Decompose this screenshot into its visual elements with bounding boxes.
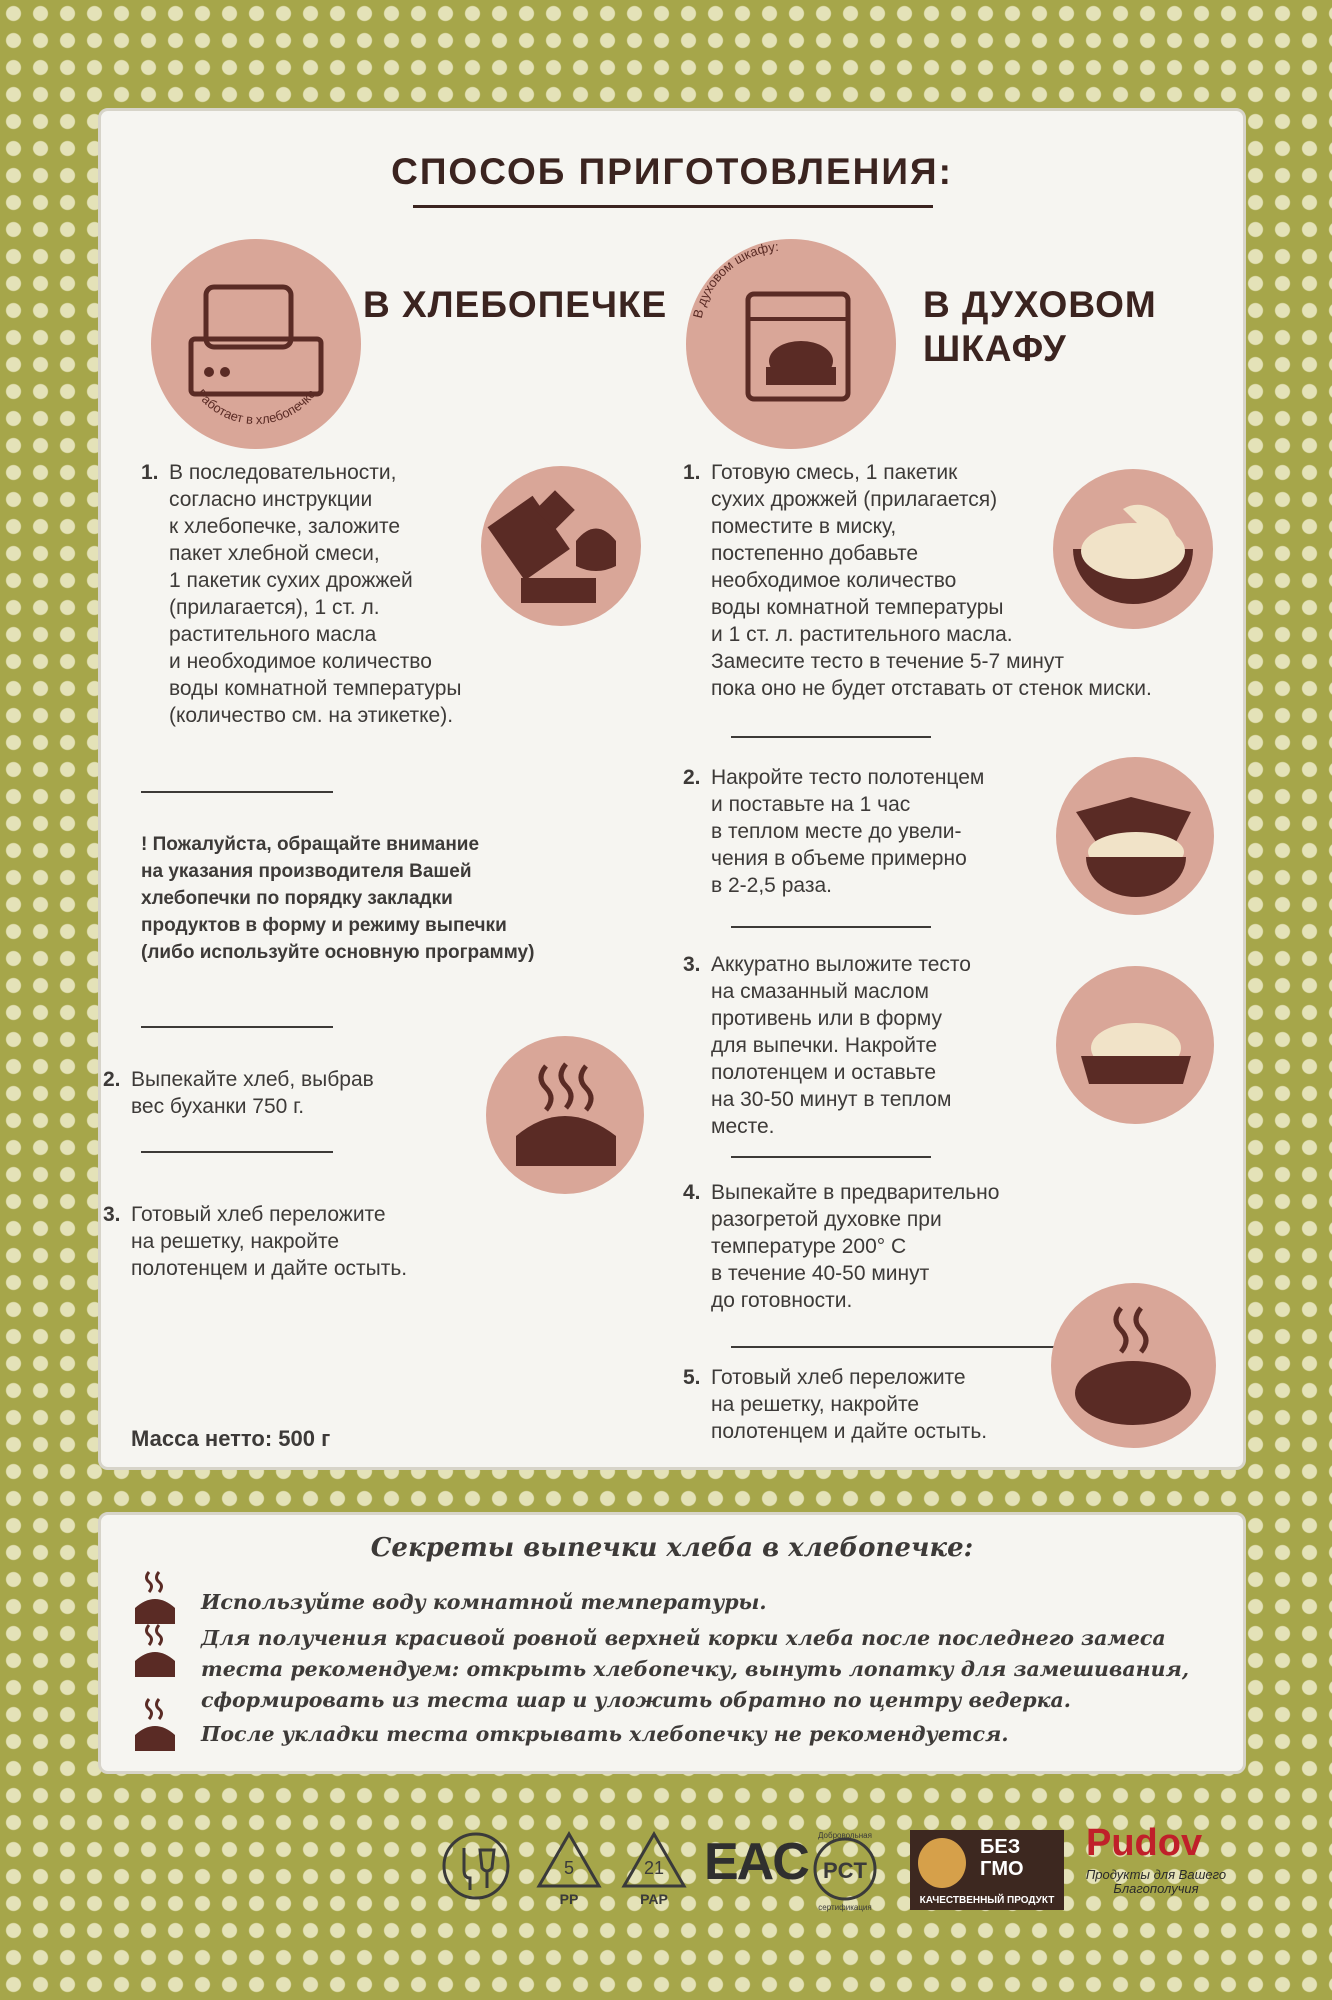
- step-line: и необходимое количество: [169, 650, 432, 673]
- step-number: 1.: [683, 461, 701, 484]
- bread-icon: [131, 1570, 179, 1626]
- baking-bread-icon: [486, 1036, 644, 1194]
- divider: [141, 1151, 333, 1153]
- left-step-2: [103, 1066, 431, 1120]
- quality-seal-icon: [918, 1838, 966, 1888]
- step-line: В последовательности,: [169, 461, 397, 484]
- brand-slogan: [1082, 1868, 1230, 1896]
- note-line: (либо используйте основную программу): [141, 942, 535, 963]
- step-line: в теплом месте до увели-: [711, 820, 962, 843]
- svg-text:сертификация: сертификация: [818, 1903, 872, 1912]
- step-line: Выпекайте хлеб, выбрав: [131, 1068, 374, 1091]
- tip-1: [201, 1587, 1221, 1618]
- right-step-3: [683, 951, 1041, 1140]
- gmo-text: [980, 1836, 1024, 1880]
- tip-line: После укладки теста открывать хлебопечку не рекомендуется.: [201, 1722, 1009, 1746]
- step-line: чения в объеме примерно: [711, 847, 967, 870]
- oven-heading: [923, 283, 1157, 371]
- page-title: СПОСОБ ПРИГОТОВЛЕНИЯ:: [391, 151, 953, 192]
- step-line: постепенно добавьте: [711, 542, 919, 565]
- ready-bread-icon: [1051, 1283, 1216, 1448]
- step-line: Выпекайте в предварительно: [711, 1181, 1000, 1204]
- divider: [141, 791, 333, 793]
- step-line: разогретой духовке при: [711, 1208, 942, 1231]
- step-line: воды комнатной температуры: [169, 677, 462, 700]
- step-line: месте.: [711, 1115, 775, 1138]
- step-line: согласно инструкции: [169, 488, 373, 511]
- eac-mark: EAC: [704, 1833, 808, 1891]
- step-line: необходимое количество: [711, 569, 957, 592]
- tip-line: сформировать из теста шар и уложить обратно по центру ведерка.: [201, 1688, 1071, 1712]
- left-step-3: [103, 1201, 471, 1282]
- step-line: вес буханки 750 г.: [131, 1095, 305, 1118]
- step-line: полотенцем и дайте остыть.: [711, 1420, 988, 1443]
- step-number: 3.: [103, 1203, 121, 1226]
- step-number: 2.: [103, 1068, 121, 1091]
- oven-heading-line-1: В ДУХОВОМ: [923, 284, 1157, 325]
- svg-text:PAP: PAP: [640, 1891, 668, 1907]
- tip-3: [201, 1719, 1221, 1750]
- step-line: растительного масла: [169, 623, 377, 646]
- title-underline: [413, 205, 933, 208]
- step-line: пока оно не будет отставать от стенок миски.: [711, 677, 1152, 700]
- tip-line: Для получения красивой ровной верхней корки хлеба после последнего замеса: [201, 1626, 1166, 1650]
- tip-line: Используйте воду комнатной температуры.: [201, 1590, 767, 1614]
- bread-icon: [131, 1697, 179, 1753]
- gmo-line: ГМО: [980, 1858, 1024, 1880]
- note-line: на указания производителя Вашей: [141, 861, 472, 882]
- step-line: Готовый хлеб переложите: [131, 1203, 386, 1226]
- step-line: Накройте тесто полотенцем: [711, 766, 985, 789]
- ingredients-icon: [481, 466, 641, 626]
- svg-text:5: 5: [563, 1858, 575, 1878]
- slogan-line: Продукты для Вашего: [1085, 1867, 1227, 1882]
- step-line: 1 пакетик сухих дрожжей: [169, 569, 413, 592]
- svg-text:21: 21: [643, 1858, 665, 1878]
- step-line: в течение 40-50 минут: [711, 1262, 930, 1285]
- step-line: для выпечки. Накройте: [711, 1034, 938, 1057]
- divider: [731, 926, 931, 928]
- secrets-title: Секреты выпечки хлеба в хлебопечке:: [370, 1533, 974, 1563]
- step-number: 3.: [683, 953, 701, 976]
- food-safe-icon: [440, 1830, 512, 1902]
- step-number: 1.: [141, 461, 159, 484]
- right-step-5: [683, 1364, 1041, 1445]
- tip-line: теста рекомендуем: открыть хлебопечку, вынуть лопатку для замешивания,: [201, 1657, 1189, 1681]
- right-step-4: [683, 1179, 1051, 1314]
- step-line: и поставьте на 1 час: [711, 793, 911, 816]
- divider: [731, 1346, 1061, 1348]
- dough-in-pan-icon: [1056, 966, 1214, 1124]
- step-line: пакет хлебной смеси,: [169, 542, 380, 565]
- divider: [141, 1026, 333, 1028]
- quality-product-text: КАЧЕСТВЕННЫЙ ПРОДУКТ: [919, 1895, 1055, 1906]
- step-number: 5.: [683, 1366, 701, 1389]
- left-step-1: [141, 459, 469, 729]
- kneading-icon: [1053, 469, 1213, 629]
- note-line: продуктов в форму и режиму выпечки: [141, 915, 507, 936]
- step-line: (прилагается), 1 ст. л.: [169, 596, 380, 619]
- step-line: воды комнатной температуры: [711, 596, 1004, 619]
- brand-logo: Pudov: [1086, 1822, 1203, 1864]
- rising-dough-icon: [1056, 757, 1214, 915]
- step-line: полотенцем и дайте остыть.: [131, 1257, 408, 1280]
- oven-badge: [686, 239, 896, 449]
- step-line: на 30-50 минут в теплом: [711, 1088, 952, 1111]
- net-weight: Масса нетто: 500 г: [131, 1426, 331, 1451]
- oven-heading-line-2: ШКАФУ: [923, 328, 1067, 369]
- recycle-pap-icon: [614, 1828, 694, 1910]
- bread-maker-heading: В ХЛЕБОПЕЧКЕ: [363, 284, 668, 325]
- step-number: 4.: [683, 1181, 701, 1204]
- bread-maker-note: [141, 831, 541, 966]
- note-line: ! Пожалуйста, обращайте внимание: [141, 834, 480, 855]
- instructions-panel: [98, 108, 1246, 1470]
- rst-certification-icon: [800, 1826, 890, 1912]
- bread-icon: [131, 1623, 179, 1679]
- step-number: 2.: [683, 766, 701, 789]
- svg-text:Добровольная: Добровольная: [818, 1831, 872, 1840]
- note-line: хлебопечки по порядку закладки: [141, 888, 453, 909]
- step-line: поместите в миску,: [711, 515, 897, 538]
- step-line: к хлебопечке, заложите: [169, 515, 401, 538]
- recycle-pp-icon: [530, 1828, 608, 1910]
- step-line: на смазанный маслом: [711, 980, 929, 1003]
- svg-text:В духовом шкафу:: В духовом шкафу:: [689, 239, 780, 320]
- svg-text:PP: PP: [559, 1891, 579, 1907]
- step-line: (количество см. на этикетке).: [169, 704, 454, 727]
- step-line: Готовую смесь, 1 пакетик: [711, 461, 958, 484]
- step-line: в 2-2,5 раза.: [711, 874, 832, 897]
- step-line: на решетку, накройте: [131, 1230, 340, 1253]
- step-line: температуре 200° С: [711, 1235, 907, 1258]
- slogan-line: Благополучия: [1113, 1881, 1199, 1896]
- step-line: Готовый хлеб переложите: [711, 1366, 966, 1389]
- step-line: до готовности.: [711, 1289, 853, 1312]
- right-step-2: [683, 764, 1041, 899]
- gmo-free-badge: [910, 1830, 1064, 1910]
- step-line: Замесите тесто в течение 5-7 минут: [711, 650, 1064, 673]
- divider: [731, 1156, 931, 1158]
- secrets-panel: [98, 1512, 1246, 1774]
- divider: [731, 736, 931, 738]
- step-line: Аккуратно выложите тесто: [711, 953, 971, 976]
- tip-2: [201, 1623, 1221, 1716]
- gmo-line: БЕЗ: [980, 1836, 1021, 1858]
- step-line: сухих дрожжей (прилагается): [711, 488, 998, 511]
- step-line: противень или в форму: [711, 1007, 942, 1030]
- bread-maker-badge: [151, 239, 361, 449]
- step-line: на решетку, накройте: [711, 1393, 920, 1416]
- svg-text:PCT: PCT: [823, 1858, 867, 1883]
- svg-text:Работает в хлебопечке: Работает в хлебопечке: [193, 386, 319, 428]
- step-line: и 1 ст. л. растительного масла.: [711, 623, 1013, 646]
- step-line: полотенцем и оставьте: [711, 1061, 937, 1084]
